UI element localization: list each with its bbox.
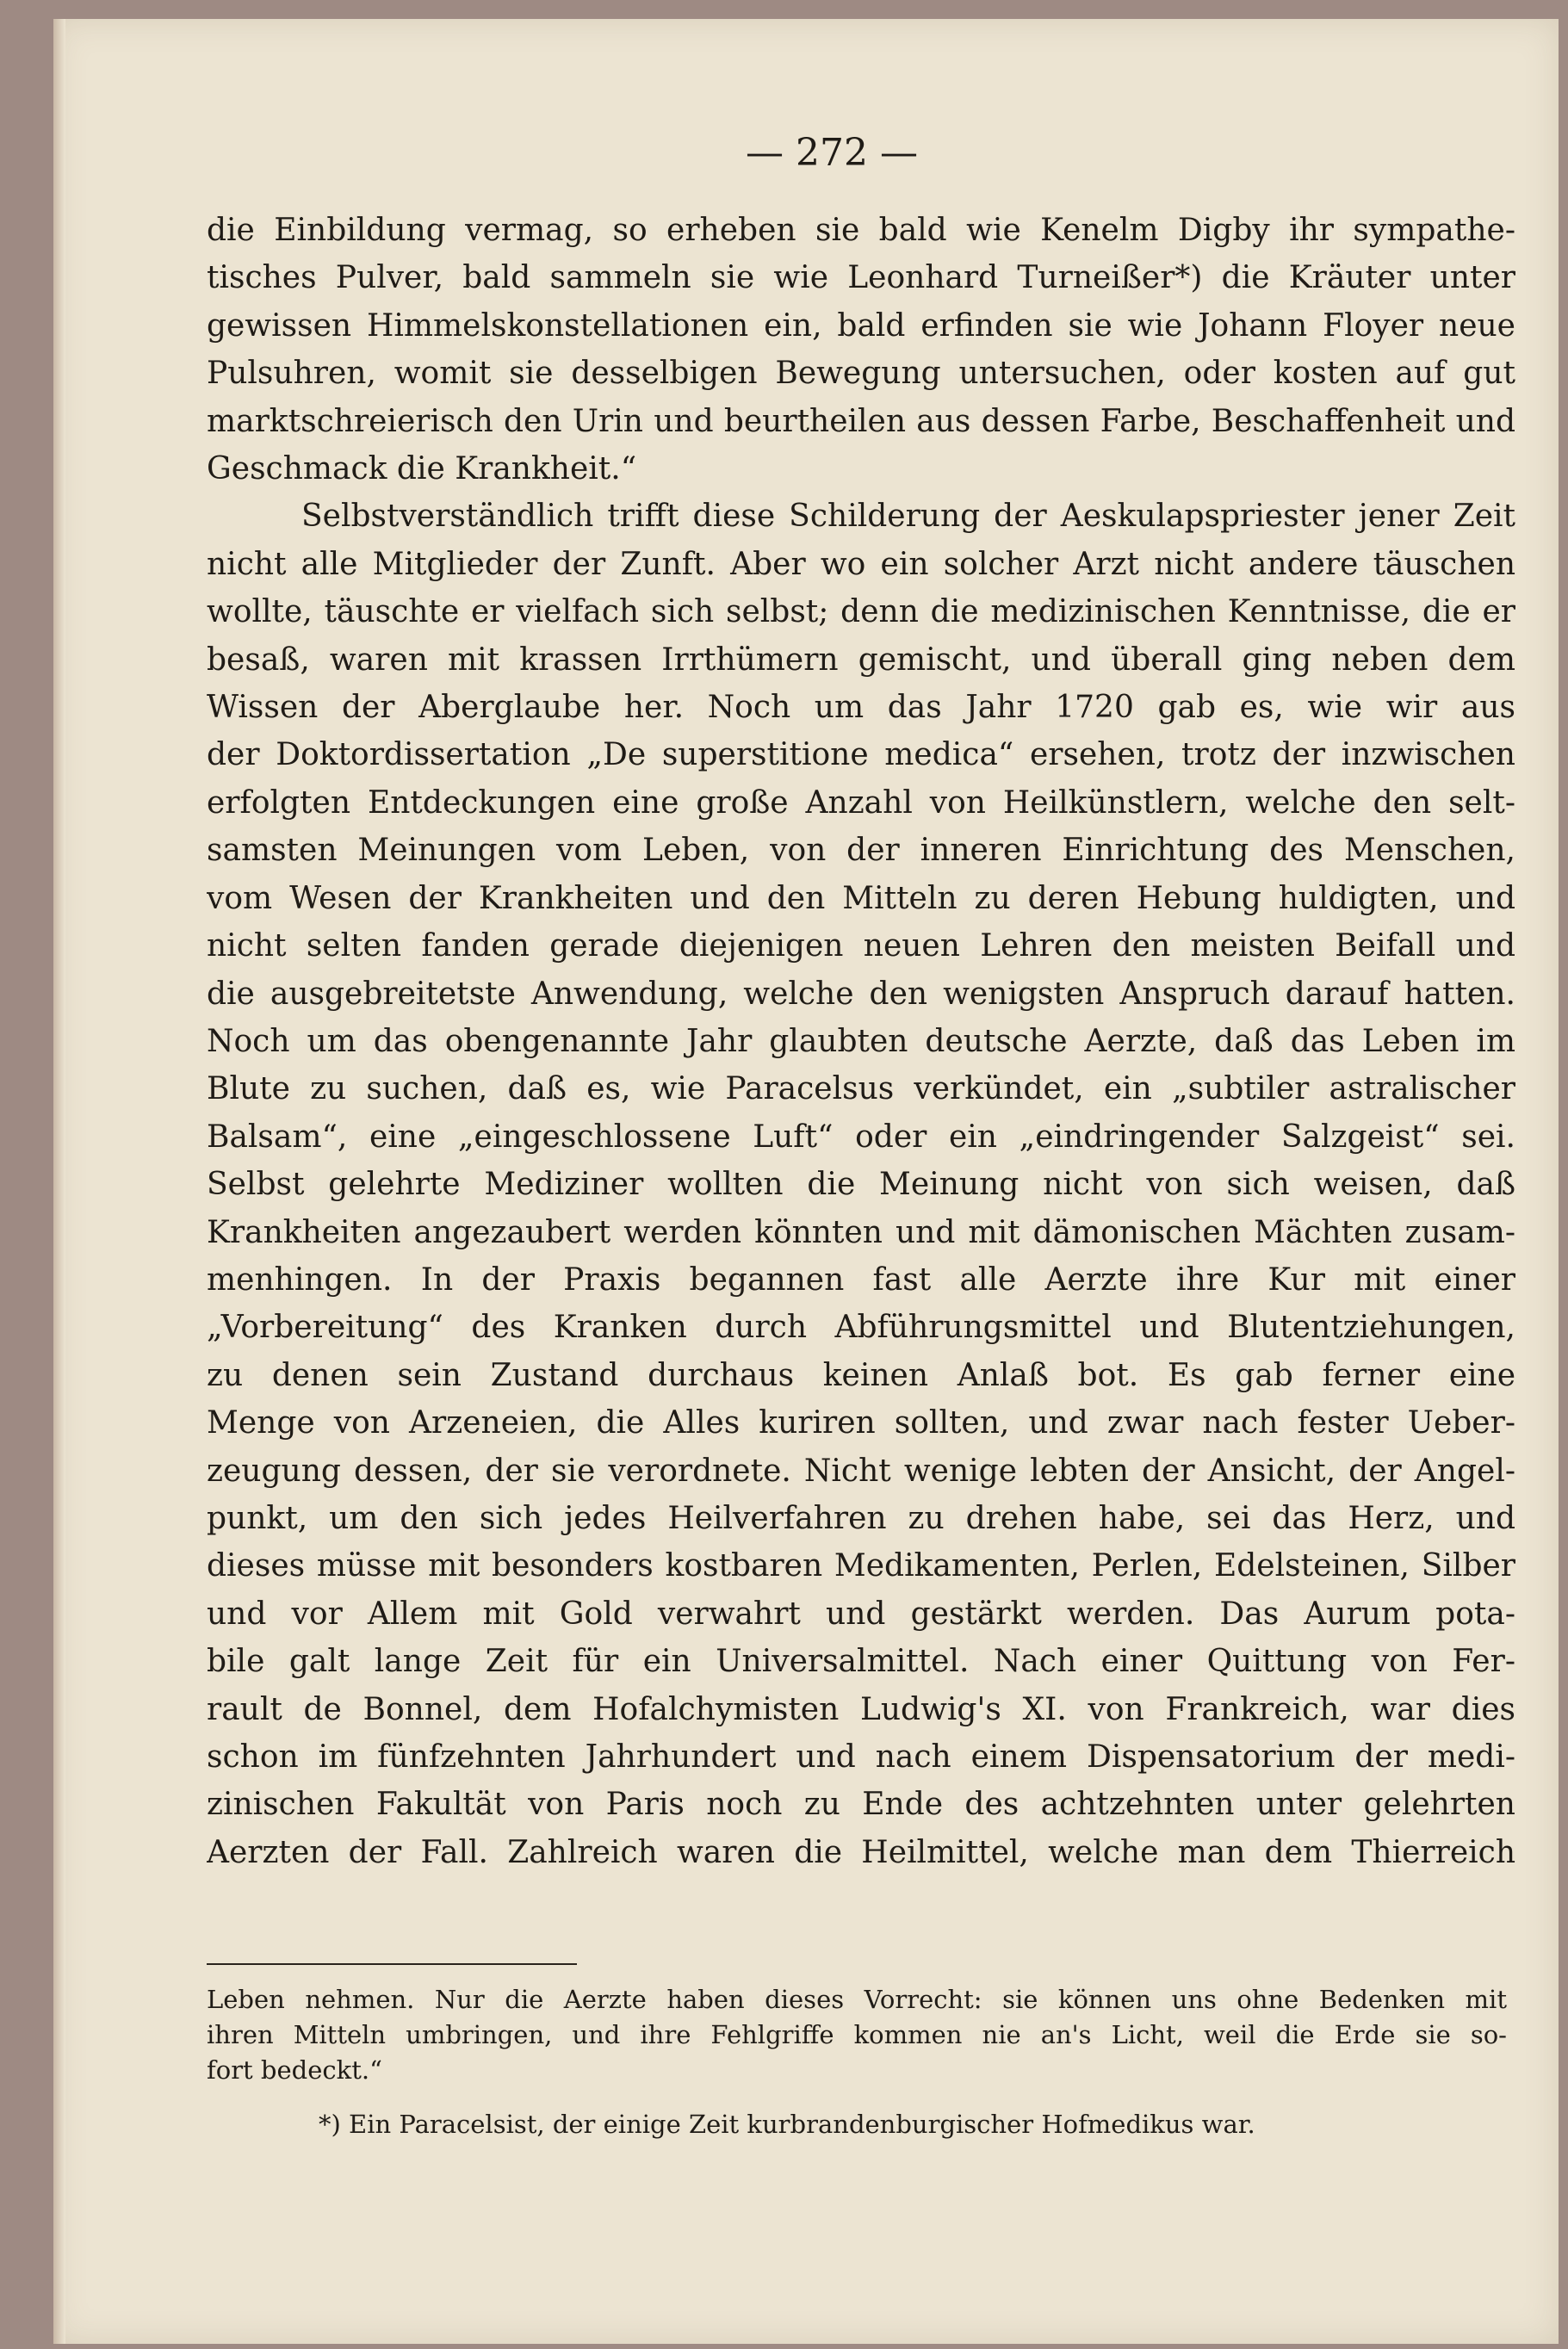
text-line: dieses müsse mit besonders kostbaren Medikamenten, Perlen, Edelsteinen, Silber [207, 1548, 1515, 1584]
footnote-separator [207, 1963, 577, 1965]
page-edge-shadow [53, 19, 65, 2344]
footnotes [207, 1982, 1507, 2142]
text-line: menhingen. In der Praxis begannen fast alle Aerzte ihre Kur mit einer [207, 1261, 1515, 1298]
text-line: Menge von Arzeneien, die Alles kuriren sollten, und zwar nach fester Ueber- [207, 1405, 1515, 1441]
text-line: tisches Pulver, bald sammeln sie wie Leonhard Turneißer*) die Kräuter unter [207, 260, 1515, 296]
page-number: — 272 — [746, 131, 918, 175]
text-line: zu denen sein Zustand durchaus keinen Anlaß bot. Es gab ferner eine [207, 1357, 1515, 1393]
text-line: punkt, um den sich jedes Heilverfahren zu drehen habe, sei das Herz, und [207, 1500, 1515, 1536]
text-line: und vor Allem mit Gold verwahrt und gestärkt werden. Das Aurum pota- [207, 1596, 1515, 1632]
footnote-line: ihren Mitteln umbringen, und ihre Fehlgriffe kommen nie an's Licht, weil die Erde sie so- [207, 2020, 1507, 2049]
text-line: Wissen der Aberglaube her. Noch um das Jahr 1720 gab es, wie wir aus [207, 690, 1515, 726]
text-line: Krankheiten angezaubert werden könnten und mit dämonischen Mächten zusam- [207, 1214, 1515, 1250]
text-line: Balsam“, eine „eingeschlossene Luft“ oder ein „eindringender Salzgeist“ sei. [207, 1119, 1515, 1155]
text-line: die Einbildung vermag, so erheben sie bald wie Kenelm Digby ihr sympathe- [207, 213, 1515, 248]
text-line: nicht selten fanden gerade diejenigen neuen Lehren den meisten Beifall und [207, 928, 1515, 964]
footnote-line: Leben nehmen. Nur die Aerzte haben dieses Vorrecht: sie können uns ohne Bedenken mit [207, 1985, 1507, 2014]
text-line: Pulsuhren, womit sie desselbigen Bewegung untersuchen, oder kosten auf gut [207, 356, 1515, 392]
book-page [53, 19, 1559, 2344]
text-line: samsten Meinungen vom Leben, von der inneren Einrichtung des Menschen, [207, 833, 1515, 869]
footnote-line: fort bedeckt.“ [207, 2055, 382, 2085]
text-line: Blute zu suchen, daß es, wie Paracelsus verkündet, ein „subtiler astralischer [207, 1071, 1515, 1107]
text-line: Geschmack die Krankheit.“ [207, 451, 637, 487]
text-line: gewissen Himmelskonstellationen ein, bald erfinden sie wie Johann Floyer neue [207, 307, 1515, 344]
text-line: wollte, täuschte er vielfach sich selbst; denn die medizinischen Kenntnisse, die er [207, 594, 1515, 630]
text-line: bile galt lange Zeit für ein Universalmittel. Nach einer Quittung von Fer- [207, 1644, 1515, 1680]
text-line: erfolgten Entdeckungen eine große Anzahl von Heilkünstlern, welche den selt- [207, 784, 1515, 821]
text-line: Selbstverständlich trifft diese Schilderung der Aeskulapspriester jener Zeit [301, 499, 1515, 535]
text-line: zeugung dessen, der sie verordnete. Nicht wenige lebten der Ansicht, der Angel- [207, 1453, 1515, 1489]
text-line: Noch um das obengenannte Jahr glaubten deutsche Aerzte, daß das Leben im [207, 1023, 1515, 1059]
text-line: Selbst gelehrte Mediziner wollten die Meinung nicht von sich weisen, daß [207, 1167, 1515, 1203]
text-line: zinischen Fakultät von Paris noch zu Ende des achtzehnten unter gelehrten [207, 1787, 1515, 1823]
text-line: schon im fünfzehnten Jahrhundert und nach einem Dispensatorium der medi- [207, 1739, 1515, 1775]
text-line: der Doktordissertation „De superstitione medica“ ersehen, trotz der inzwischen [207, 737, 1515, 773]
text-line: „Vorbereitung“ des Kranken durch Abführungsmittel und Blutentziehungen, [207, 1310, 1515, 1346]
text-line: marktschreierisch den Urin und beurtheilen aus dessen Farbe, Beschaffenheit und [207, 403, 1515, 439]
text-line: besaß, waren mit krassen Irrthümern gemischt, und überall ging neben dem [207, 641, 1515, 678]
text-line: die ausgebreitetste Anwendung, welche den wenigsten Anspruch darauf hatten. [207, 976, 1515, 1012]
text-line: rault de Bonnel, dem Hofalchymisten Ludwig's XI. von Frankreich, war dies [207, 1691, 1515, 1727]
body-text [207, 207, 1515, 1876]
text-line: nicht alle Mitglieder der Zunft. Aber wo ein solcher Arzt nicht andere täuschen [207, 546, 1515, 582]
text-line: vom Wesen der Krankheiten und den Mitteln zu deren Hebung huldigten, und [207, 880, 1515, 916]
footnote-star: *) Ein Paracelsist, der einige Zeit kurbrandenburgischer Hofmedikus war. [319, 2110, 1255, 2139]
text-line: Aerzten der Fall. Zahlreich waren die Heilmittel, welche man dem Thierreich [207, 1834, 1515, 1870]
